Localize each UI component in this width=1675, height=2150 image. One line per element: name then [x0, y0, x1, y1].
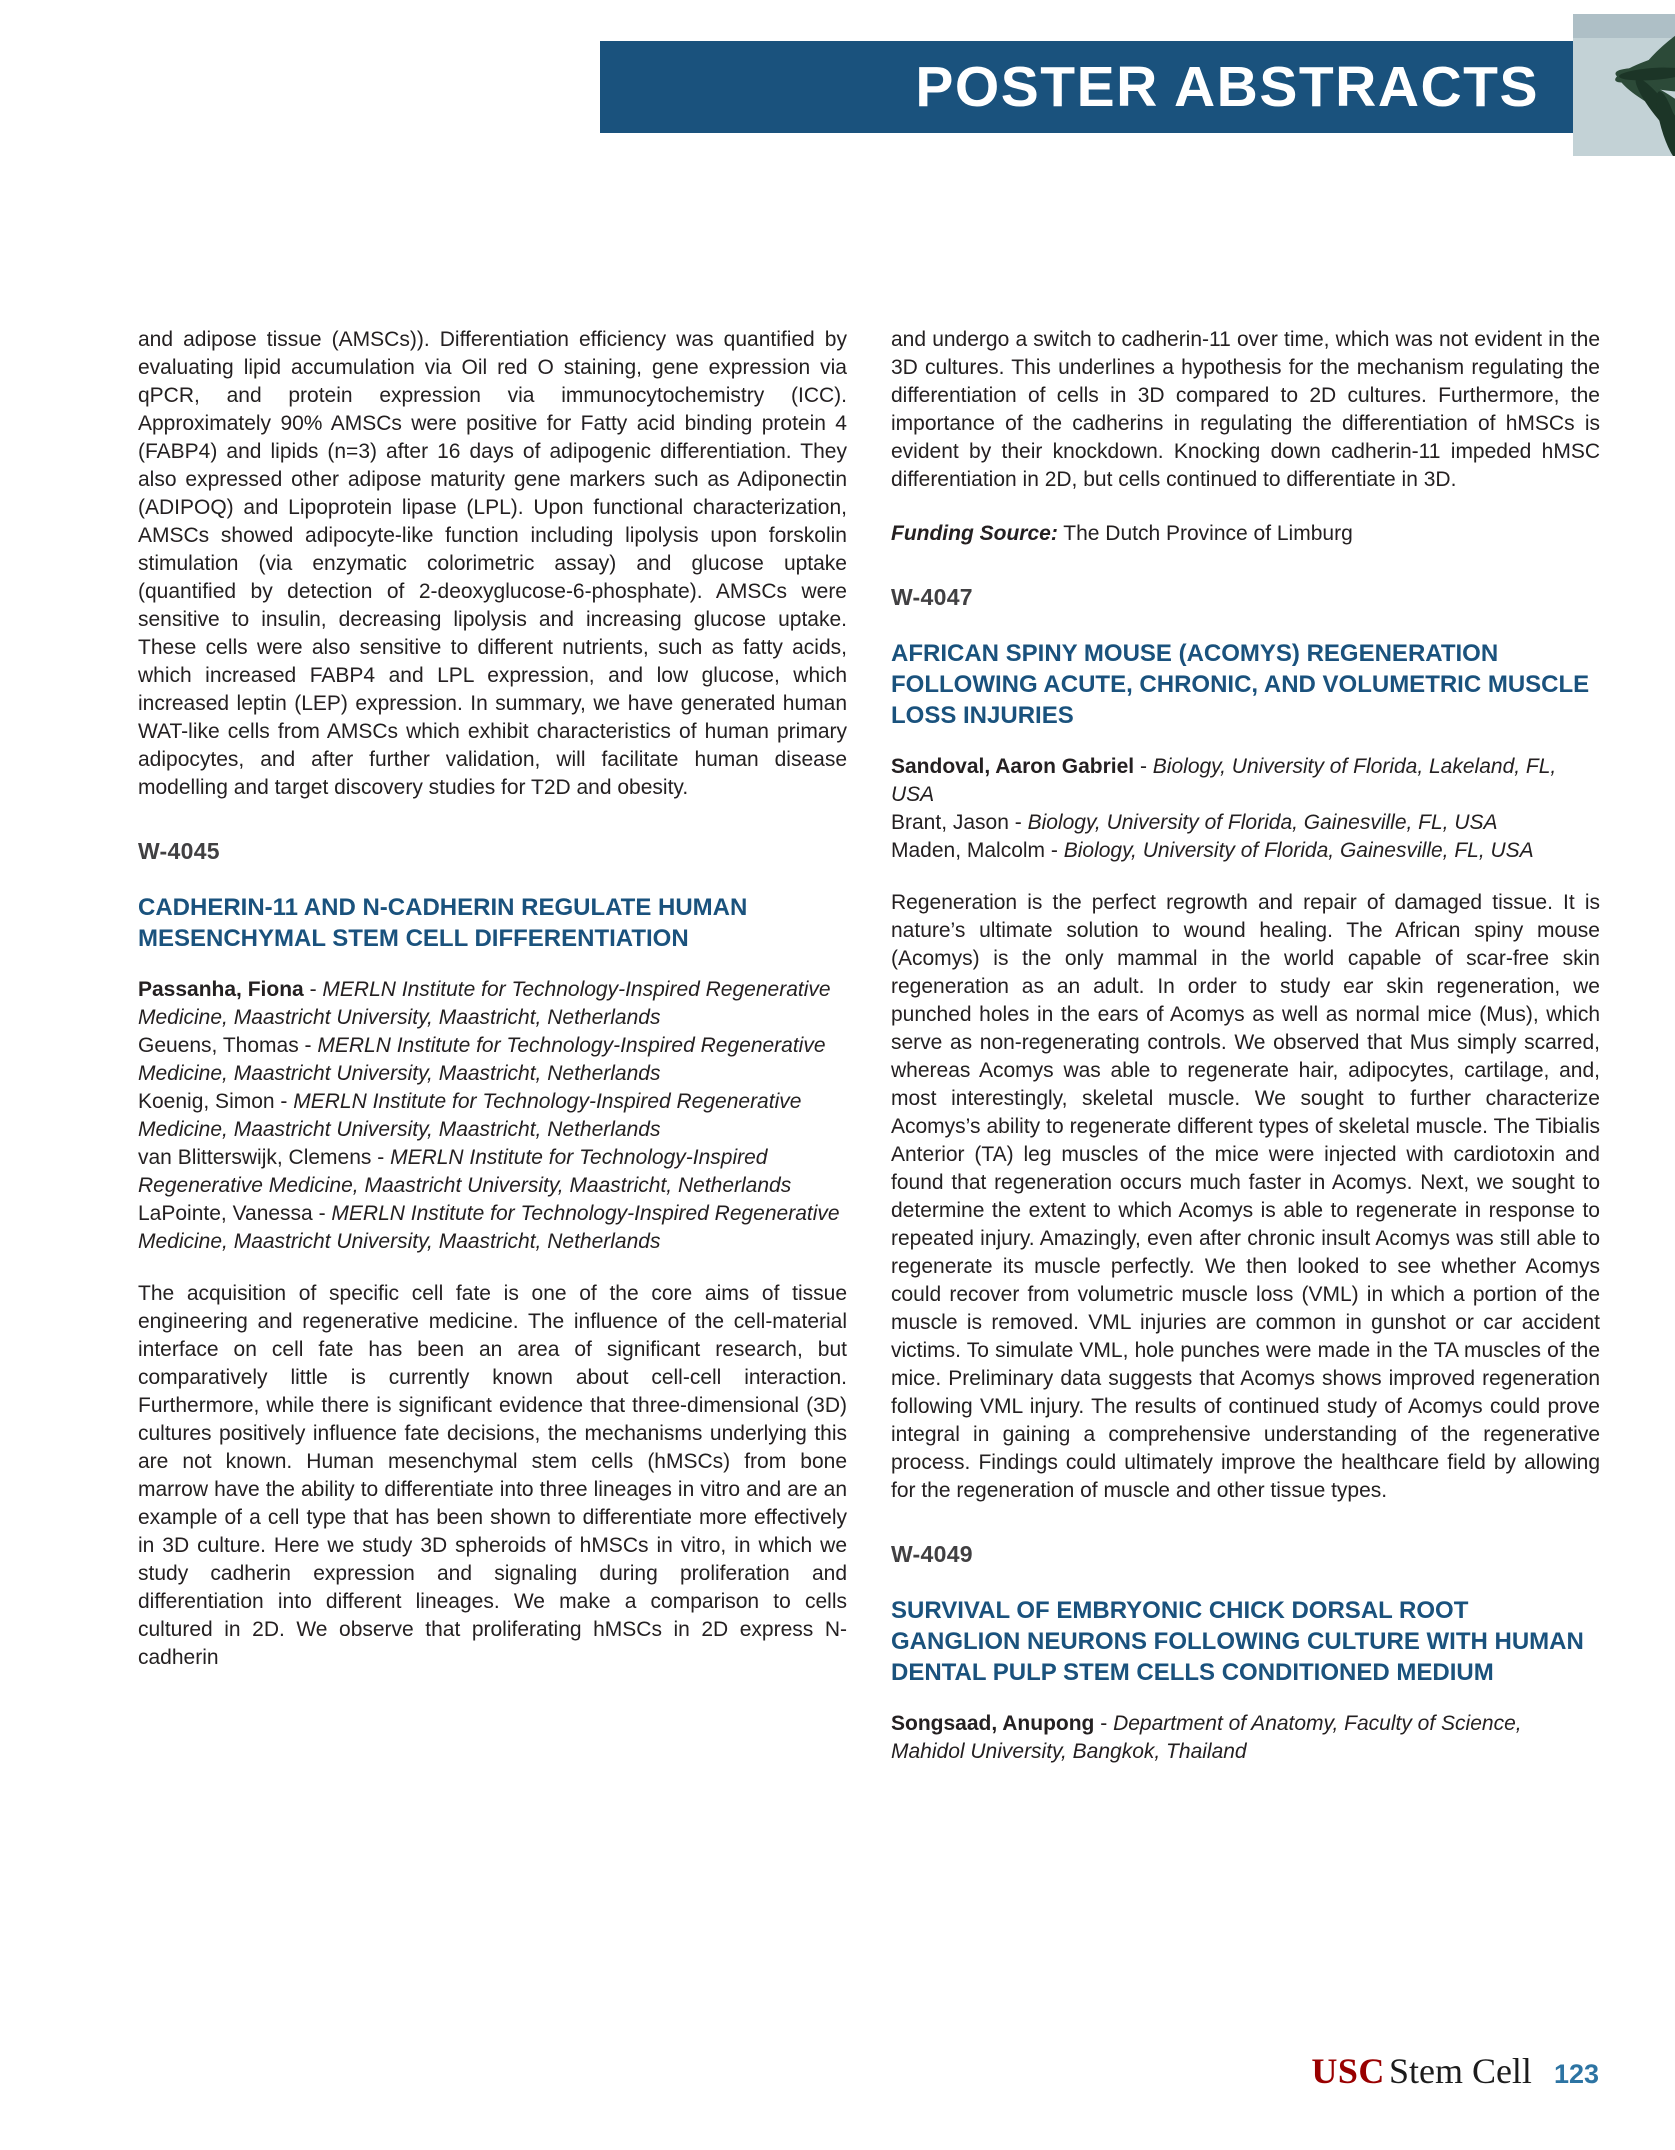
author-line	[138, 976, 847, 1032]
author-separator: -	[371, 1146, 391, 1169]
abstract-body-text: The acquisition of specific cell fate is one of the core aims of tissue engineering and regenerative medicine. The influence of the cell-material interface on cell fate has been an area of significant research, but comparatively little is currently known about cell-cell interaction. Furthermore, while there is significant evidence that three-dimensional (3D) cultures positively influence fate decisions, the mechanisms underlying this are not known. Human mesenchymal stem cells (hMSCs) from bone marrow have the ability to differentiate into three lineages in vitro and are an example of a cell type that has been shown to differentiate more effectively in 3D culture. Here we study 3D spheroids of hMSCs in vitro, in which we study cadherin expression and signaling during proliferation and differentiation into different lineages. We make a comparison to cells cultured in 2D. We observe that proliferating hMSCs in 2D express N-cadherin	[138, 1282, 847, 1669]
author-separator: -	[312, 1202, 332, 1225]
author-name: Brant, Jason	[891, 811, 1009, 834]
author-affiliation: MERLN Institute for Technology-Inspired Regenerative Medicine, Maastricht University, Maastricht, Netherlands	[138, 1146, 792, 1197]
author-line	[891, 809, 1600, 837]
author-separator: -	[303, 978, 323, 1001]
author-line	[138, 1144, 847, 1200]
abstract-code: W-4045	[138, 838, 220, 864]
author-line	[891, 1710, 1600, 1766]
author-separator: -	[298, 1034, 318, 1057]
usc-logo: USC	[1311, 2051, 1385, 2091]
author-affiliation: MERLN Institute for Technology-Inspired Regenerative Medicine, Maastricht University, Maastricht, Netherlands	[138, 978, 831, 1029]
author-line	[138, 1032, 847, 1088]
author-affiliation: MERLN Institute for Technology-Inspired Regenerative Medicine, Maastricht University, Maastricht, Netherlands	[138, 1090, 802, 1141]
author-name: Songsaad, Anupong	[891, 1712, 1095, 1735]
abstract-title: AFRICAN SPINY MOUSE (ACOMYS) REGENERATION FOLLOWING ACUTE, CHRONIC, AND VOLUMETRIC MUSCLE LOSS INJURIES	[891, 640, 1590, 729]
author-name: Sandoval, Aaron Gabriel	[891, 755, 1135, 778]
abstract-title: CADHERIN-11 AND N-CADHERIN REGULATE HUMAN MESENCHYMAL STEM CELL DIFFERENTIATION	[138, 894, 748, 952]
abstract-title: SURVIVAL OF EMBRYONIC CHICK DORSAL ROOT GANGLION NEURONS FOLLOWING CULTURE WITH HUMAN DENTAL PULP STEM CELLS CONDITIONED MEDIUM	[891, 1597, 1584, 1686]
right-column	[891, 326, 1600, 1766]
author-list	[891, 753, 1600, 865]
palm-tree-photo	[1573, 14, 1675, 156]
author-name: Geuens, Thomas	[138, 1034, 299, 1057]
author-name: van Blitterswijk, Clemens	[138, 1146, 372, 1169]
author-separator: -	[1134, 755, 1153, 778]
funding-source-line	[891, 520, 1600, 548]
page-title: POSTER ABSTRACTS	[915, 55, 1539, 119]
author-affiliation: Biology, University of Florida, Lakeland, FL, USA	[891, 755, 1557, 806]
abstract-body-text: Regeneration is the perfect regrowth and repair of damaged tissue. It is nature’s ultimate solution to wound healing. The African spiny mouse (Acomys) is the only mammal in the world capable of scar-free skin regeneration as an adult. In order to study ear skin regeneration, we punched holes in the ears of Acomys as well as normal mice (Mus), which serve as non-regenerating controls. We observed that Mus simply scarred, whereas Acomys was able to regenerate hair, adipocytes, cartilage, and, most interestingly, skeletal muscle. We sought to further characterize Acomys’s ability to regenerate different types of skeletal muscle. The Tibialis Anterior (TA) leg muscles of the mice were injected with cardiotoxin and found that regeneration occurs much faster in Acomys. Next, we sought to determine the extent to which Acomys is able to regenerate in response to repeated injury. Amazingly, even after chronic insult Acomys was still able to regenerate its muscle perfectly. We then looked to see whether Acomys could recover from volumetric muscle loss (VML) in which a portion of the muscle is removed. VML injuries are common in gunshot or car accident victims. To simulate VML, hole punches were made in the TA muscles of the mice. Preliminary data suggests that Acomys shows improved regeneration following VML injury. The results of continued study of Acomys could prove integral in gaining a comprehensive understanding of the regenerative process. Findings could ultimately improve the healthcare field by allowing for the regeneration of muscle and other tissue types.	[891, 891, 1600, 1502]
author-affiliation: MERLN Institute for Technology-Inspired Regenerative Medicine, Maastricht University, Maastricht, Netherlands	[138, 1202, 840, 1253]
author-list	[138, 976, 847, 1256]
abstract-code: W-4049	[891, 1541, 973, 1567]
author-affiliation: Biology, University of Florida, Gainesville, FL, USA	[1027, 811, 1498, 834]
author-separator: -	[1008, 811, 1028, 834]
stem-cell-logo-text: Stem Cell	[1388, 2051, 1532, 2091]
header-band	[600, 41, 1573, 133]
abstract-code: W-4047	[891, 584, 973, 610]
author-separator: -	[1045, 839, 1064, 862]
abstract-continuation-text: and adipose tissue (AMSCs)). Differentiation efficiency was quantified by evaluating lipid accumulation via Oil red O staining, gene expression via qPCR, and protein expression via immunocytochemistry (ICC). Approximately 90% AMSCs were positive for Fatty acid binding protein 4 (FABP4) and lipids (n=3) after 16 days of adipogenic differentiation. They also expressed other adipose maturity gene markers such as Adiponectin (ADIPOQ) and Lipoprotein lipase (LPL). Upon functional characterization, AMSCs showed adipocyte-like function including lipolysis upon forskolin stimulation (via enzymatic colorimetric assay) and glucose uptake (quantified by detection of 2-deoxyglucose-6-phosphate). AMSCs were sensitive to insulin, decreasing lipolysis and increasing glucose uptake. These cells were also sensitive to different nutrients, such as fatty acids, which increased FABP4 and LPL expression, and low glucose, which increased leptin (LEP) expression. In summary, we have generated human WAT-like cells from AMSCs which exhibit characteristics of human primary adipocytes, and after further validation, will facilitate human disease modelling and target discovery studies for T2D and obesity.	[138, 328, 847, 799]
author-line	[891, 837, 1600, 865]
funding-source-label: Funding Source:	[891, 522, 1058, 545]
author-name: Maden, Malcolm	[891, 839, 1046, 862]
author-name: Passanha, Fiona	[138, 978, 304, 1001]
author-line	[138, 1088, 847, 1144]
author-affiliation: MERLN Institute for Technology-Inspired Regenerative Medicine, Maastricht University, Maastricht, Netherlands	[138, 1034, 826, 1085]
author-list	[891, 1710, 1600, 1766]
left-column	[138, 326, 847, 1766]
content-columns	[138, 326, 1600, 1766]
footer	[1311, 2050, 1599, 2092]
page-number: 123	[1553, 2059, 1599, 2089]
author-affiliation: Biology, University of Florida, Gainesville, FL, USA	[1063, 839, 1534, 862]
abstract-continuation-text: and undergo a switch to cadherin-11 over time, which was not evident in the 3D cultures. This underlines a hypothesis for the mechanism regulating the differentiation of cells in 3D compared to 2D cultures. Furthermore, the importance of the cadherins in regulating the differentiation of hMSCs is evident by their knockdown. Knocking down cadherin-11 impeded hMSC differentiation in 2D, but cells continued to differentiate in 3D.	[891, 328, 1600, 491]
author-separator: -	[1094, 1712, 1114, 1735]
author-line	[138, 1200, 847, 1256]
author-name: Koenig, Simon	[138, 1090, 275, 1113]
funding-source-text: The Dutch Province of Limburg	[1057, 522, 1353, 545]
author-name: LaPointe, Vanessa	[138, 1202, 313, 1225]
author-line	[891, 753, 1600, 809]
author-separator: -	[274, 1090, 294, 1113]
author-affiliation: Department of Anatomy, Faculty of Science, Mahidol University, Bangkok, Thailand	[891, 1712, 1522, 1763]
